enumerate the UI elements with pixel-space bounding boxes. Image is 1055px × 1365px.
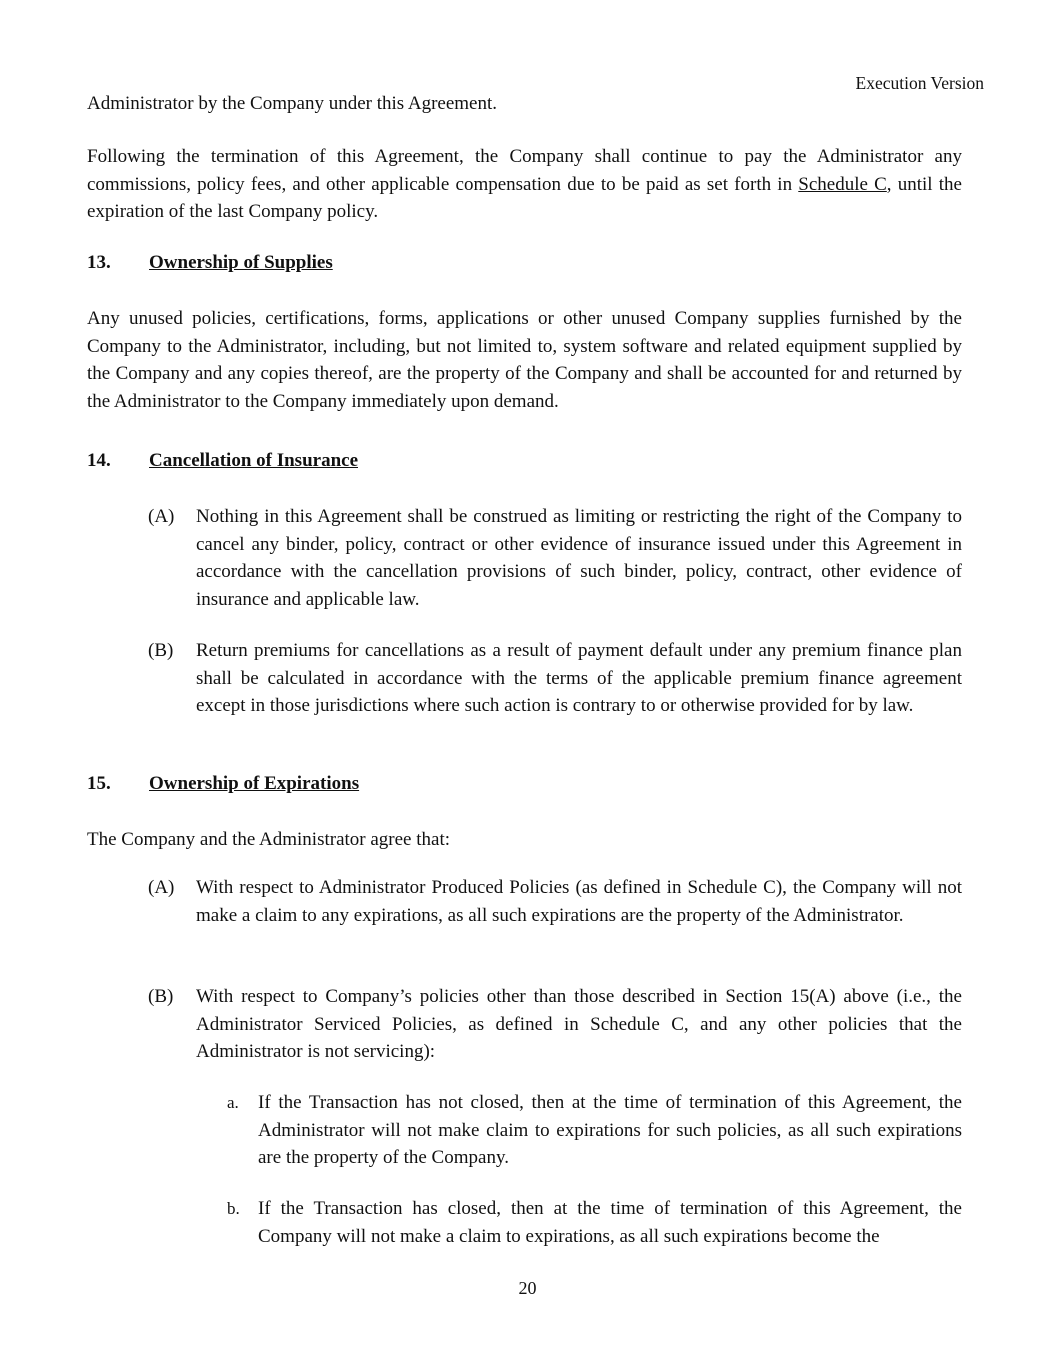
section-13-title: Ownership of Supplies <box>149 252 333 273</box>
section-15-item-a <box>148 874 962 929</box>
item-label: (A) <box>148 506 175 527</box>
item-label: (B) <box>148 640 174 661</box>
section-15-subitem-b <box>227 1195 962 1250</box>
page-number: 20 <box>518 1278 537 1298</box>
section-15-heading <box>87 770 359 798</box>
section-13-body: Any unused policies, certifications, forms, applications or other unused Company supplies furnished by the Company to the Administrator, including, but not limited to, system software and related equipment supplied by the Company and any copies thereof, are the property of the Company and shall be accounted for and returned by the Administrator to the Company immediately upon demand. <box>87 308 962 412</box>
subitem-label: a. <box>227 1093 239 1112</box>
execution-version-header: Execution Version <box>855 73 984 93</box>
section-15-title: Ownership of Expirations <box>149 773 360 794</box>
section-14-heading <box>87 447 358 475</box>
section-15-intro: The Company and the Administrator agree that: <box>87 829 451 850</box>
section-14-title: Cancellation of Insurance <box>149 450 358 471</box>
section-15-subitem-a <box>227 1089 962 1172</box>
item-label: (A) <box>148 877 175 898</box>
subitem-text: If the Transaction has not closed, then at the time of termination of this Agreement, the Administrator will not make claim to expirations for such policies, as all such expirations are the property of the Company. <box>258 1092 962 1168</box>
termination-paragraph <box>87 143 962 226</box>
section-14-number: 14. <box>87 450 111 471</box>
intro-paragraph: Administrator by the Company under this Agreement. <box>87 93 498 114</box>
schedule-c-link[interactable]: Schedule C <box>798 173 887 195</box>
subitem-text: If the Transaction has closed, then at the time of termination of this Agreement, the Company will not make a claim to expirations, as all such expirations become the <box>258 1198 962 1247</box>
section-15-item-b <box>148 983 962 1066</box>
item-text: Nothing in this Agreement shall be construed as limiting or restricting the right of the Company to cancel any binder, policy, contract or other evidence of insurance issued under this Agreement in accordance with the cancellation provisions of such binder, policy, contract, other evidence of insurance and applicable law. <box>196 506 962 610</box>
item-text: Return premiums for cancellations as a result of payment default under any premium finance plan shall be calculated in accordance with the terms of the applicable premium finance agreement except in those jurisdictions where such action is contrary to or otherwise provided for by law. <box>196 640 962 716</box>
section-13-number: 13. <box>87 252 111 273</box>
section-13-heading <box>87 249 333 277</box>
termination-text-after: , until the expiration of the last Company policy. <box>87 173 962 222</box>
section-15-number: 15. <box>87 773 111 794</box>
section-14-item-b <box>148 637 962 720</box>
termination-text-before: Following the termination of this Agreement, the Company shall continue to pay the Administrator any commissions, policy fees, and other applicable compensation due to be paid as set forth in <box>87 146 962 195</box>
section-14-item-a <box>148 503 962 613</box>
item-label: (B) <box>148 986 174 1007</box>
subitem-label: b. <box>227 1199 240 1218</box>
item-text: With respect to Administrator Produced Policies (as defined in Schedule C), the Company will not make a claim to any expirations, as all such expirations are the property of the Administrator. <box>196 877 962 926</box>
item-text: With respect to Company’s policies other than those described in Section 15(A) above (i.e., the Administrator Serviced Policies, as defined in Schedule C, and any other policies that the Administrator is not servicing): <box>196 986 962 1062</box>
